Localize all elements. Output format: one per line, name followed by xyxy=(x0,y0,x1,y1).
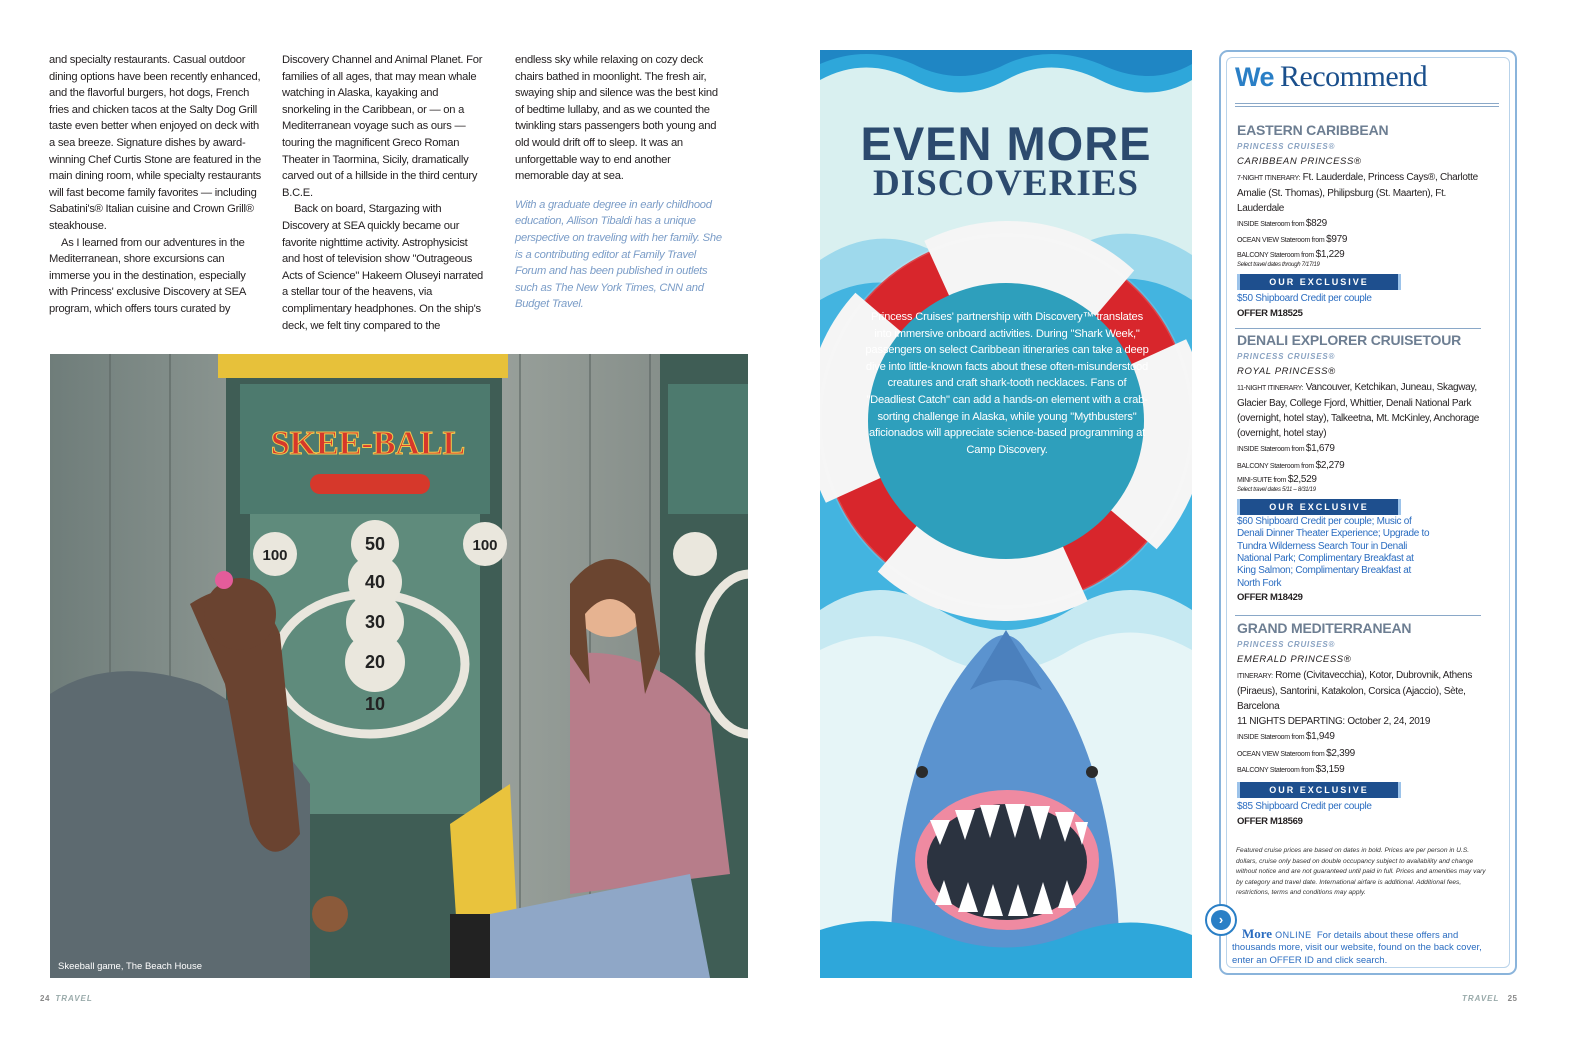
price-line: INSIDE Stateroom from $829 xyxy=(1237,218,1327,230)
offer-id: OFFER M18569 xyxy=(1237,816,1303,828)
section-divider xyxy=(1235,328,1481,329)
offer-heading: DENALI EXPLORER CRUISETOUR xyxy=(1237,332,1462,348)
ship-name: CARIBBEAN PRINCESS® xyxy=(1237,156,1362,168)
offer-grand-mediterranean xyxy=(1237,621,1495,829)
price-line: OCEAN VIEW Stateroom from $979 xyxy=(1237,234,1348,246)
article-paragraph: Discovery Channel and Animal Planet. For families of all ages, that may mean whale watching in Alaska, kayaking and snorkeling in the Caribbean, or — on a Mediterranean voyage such as ours — touring the magnificent Greco Roman Theater in Taormina, Sicily, dramatically carved out of a hillside in the third century B.C.E. xyxy=(282,54,483,199)
score-label: 100 xyxy=(262,547,288,564)
itinerary: 7-NIGHT ITINERARY: Ft. Lauderdale, Princess Cays®, Charlotte Amalie (St. Thomas), Philipsburg (St. Maarten), Ft. Lauderdale xyxy=(1237,171,1478,215)
page-folio-left xyxy=(40,994,93,1003)
offer-id: OFFER M18525 xyxy=(1237,307,1303,319)
exclusive-perk: $85 Shipboard Credit per couple xyxy=(1237,801,1372,813)
more-word: More xyxy=(1242,926,1273,941)
article-column-2 xyxy=(282,52,486,334)
article-paragraph: Back on board, Stargazing with Discovery at SEA quickly became our favorite nighttime activity. Astrophysicist and host of television show "Outrageous Acts of Science" Hakeem Oluseyi narrated a stellar tour of the heavens, via complimentary headphones. On the ship's deck, we felt tiny compared to the xyxy=(282,203,484,332)
more-online-label: ONLINE xyxy=(1272,930,1312,940)
article-paragraph: and specialty restaurants. Casual outdoor dining options have been recently enhanced, and the flavorful burgers, hot dogs, French fries and chicken tacos at the Salty Dog Grill taste even better when enjoyed on deck with a sea breeze. Signature dishes by award-winning Chef Curtis Stone are featured in the main dining room, while specialty restaurants will fast become family favorites — including Sabatini's® Italian cuisine and Crown Grill® steakhouse. xyxy=(49,54,262,232)
ship-name: ROYAL PRINCESS® xyxy=(1237,366,1336,378)
magazine-label: TRAVEL xyxy=(55,994,93,1003)
title-rule xyxy=(1235,106,1499,107)
departure-info: 11 NIGHTS DEPARTING: October 2, 24, 2019 xyxy=(1237,716,1431,728)
panel-title-line1: EVEN MORE xyxy=(860,117,1152,170)
page-folio-right xyxy=(1462,994,1517,1003)
score-label: 50 xyxy=(364,534,386,554)
title-rule xyxy=(1235,103,1499,104)
price-line: MINI-SUITE from $2,529 xyxy=(1237,473,1317,485)
price-line: BALCONY Stateroom from $1,229 xyxy=(1237,248,1345,260)
page-number: 24 xyxy=(40,994,50,1003)
cruise-line: PRINCESS CRUISES® xyxy=(1237,352,1336,362)
magazine-label: TRAVEL xyxy=(1462,994,1500,1003)
offer-heading: GRAND MEDITERRANEAN xyxy=(1237,620,1412,636)
price-line: INSIDE Stateroom from $1,679 xyxy=(1237,443,1335,455)
price-line: INSIDE Stateroom from $1,949 xyxy=(1237,731,1335,743)
page-number: 25 xyxy=(1507,994,1518,1003)
life-ring-text: Princess Cruises' partnership with Discovery™ translates into immersive onboard activities. During "Shark Week," passengers on select Caribbean itineraries can take a deep dive into little-known facts about these often-misunderstood creatures and craft shark-tooth necklaces. Fans of "Deadliest Catch" can add a hands-on element with a crab-sorting challenge in Alaska, while young "Mythbusters" aficionados will appreciate science-based programming at Camp Discovery. xyxy=(865,311,1149,456)
price-line: BALCONY Stateroom from $2,279 xyxy=(1237,459,1345,471)
price-line: BALCONY Stateroom from $3,159 xyxy=(1237,763,1345,775)
more-online-callout xyxy=(1232,928,1502,967)
even-more-discoveries-panel xyxy=(820,50,1192,978)
price-line: OCEAN VIEW Stateroom from $2,399 xyxy=(1237,747,1355,759)
offer-eastern-caribbean xyxy=(1237,123,1495,321)
skeeball-sign: SKEE-BALL xyxy=(270,425,466,462)
exclusive-perk: $60 Shipboard Credit per couple; Music of Denali Dinner Theater Experience; Upgrade to Tundra Wilderness Search Tour in Denali National Park; Complimentary Breakfast at King Salmon; Complimentary Breakfast at North Fork xyxy=(1237,515,1430,589)
more-online-text: For details about these offers and thousands more, visit our website, found on the back cover, enter an OFFER ID and click search. xyxy=(1232,930,1482,966)
travel-dates: Select travel dates through 7/17/19 xyxy=(1237,261,1320,268)
author-bio: With a graduate degree in early childhood education, Allison Tibaldi has a unique perspective on traveling with her family. She is a contributing editor at Family Travel Forum and has been published in outlets such as The New York Times, CNN and Budget Travel. xyxy=(515,198,722,311)
offer-id: OFFER M18429 xyxy=(1237,592,1303,604)
our-exclusive-badge: OUR EXCLUSIVE xyxy=(1237,499,1401,515)
offer-heading: EASTERN CARIBBEAN xyxy=(1237,122,1389,138)
exclusive-perk: $50 Shipboard Credit per couple xyxy=(1237,292,1372,304)
cruise-line: PRINCESS CRUISES® xyxy=(1237,640,1336,650)
our-exclusive-badge: OUR EXCLUSIVE xyxy=(1237,274,1401,290)
offer-denali-explorer xyxy=(1237,333,1495,605)
skeeball-photo xyxy=(50,354,748,978)
score-label: 100 xyxy=(472,537,498,554)
chevron-right-icon: › xyxy=(1211,910,1231,930)
score-label: 30 xyxy=(364,612,386,632)
article-column-1 xyxy=(49,52,267,318)
score-label: 20 xyxy=(364,652,386,672)
ship-name: EMERALD PRINCESS® xyxy=(1237,654,1352,666)
sidebar-title xyxy=(1235,60,1427,94)
article-paragraph: endless sky while relaxing on cozy deck chairs bathed in moonlight. The fresh air, swaying ship and silence was the best kind of bedtime lullaby, and as we counted the twinkling stars passengers both young and old would drift off to sleep. It was an unforgettable way to end another memorable day at sea. xyxy=(515,54,718,183)
title-we: We xyxy=(1235,62,1275,92)
travel-dates: Select travel dates 5/11 – 8/31/19 xyxy=(1237,486,1316,493)
title-recommend: Recommend xyxy=(1280,60,1428,93)
skeeball-illustration xyxy=(50,354,748,978)
panel-title-line2: DISCOVERIES xyxy=(873,163,1139,204)
article-column-3 xyxy=(515,52,727,313)
article-paragraph: As I learned from our adventures in the Mediterranean, shore excursions can immerse you in the destination, especially with Princess' exclusive Discovery at SEA program, which offers tours curated by xyxy=(49,236,246,315)
score-label: 40 xyxy=(364,572,386,592)
our-exclusive-badge: OUR EXCLUSIVE xyxy=(1237,782,1401,798)
fine-print: Featured cruise prices are based on dates in bold. Prices are per person in U.S. dollars, cruise only based on double occupancy subject to availability and change without notice and are not guaranteed until paid in full. Prices and amenities may vary by category and travel date. International airfare is additional. Additional fees, restrictions, terms and conditions may apply. xyxy=(1236,847,1486,896)
cruise-line: PRINCESS CRUISES® xyxy=(1237,142,1336,152)
section-divider xyxy=(1235,615,1481,616)
itinerary: 11-NIGHT ITINERARY: Vancouver, Ketchikan, Juneau, Skagway, Glacier Bay, College Fjord, Whittier, Denali National Park (overnight, hotel stay), Talkeetna, Mt. McKinley, Anchorage (overnight, hotel stay) xyxy=(1237,381,1480,440)
itinerary: ITINERARY: Rome (Civitavecchia), Kotor, Dubrovnik, Athens (Piraeus), Santorini, Katakolon, Corsica (Ajaccio), Sète, Barcelona xyxy=(1237,669,1473,713)
score-label: 10 xyxy=(364,694,386,714)
photo-caption: Skeeball game, The Beach House xyxy=(58,961,202,972)
